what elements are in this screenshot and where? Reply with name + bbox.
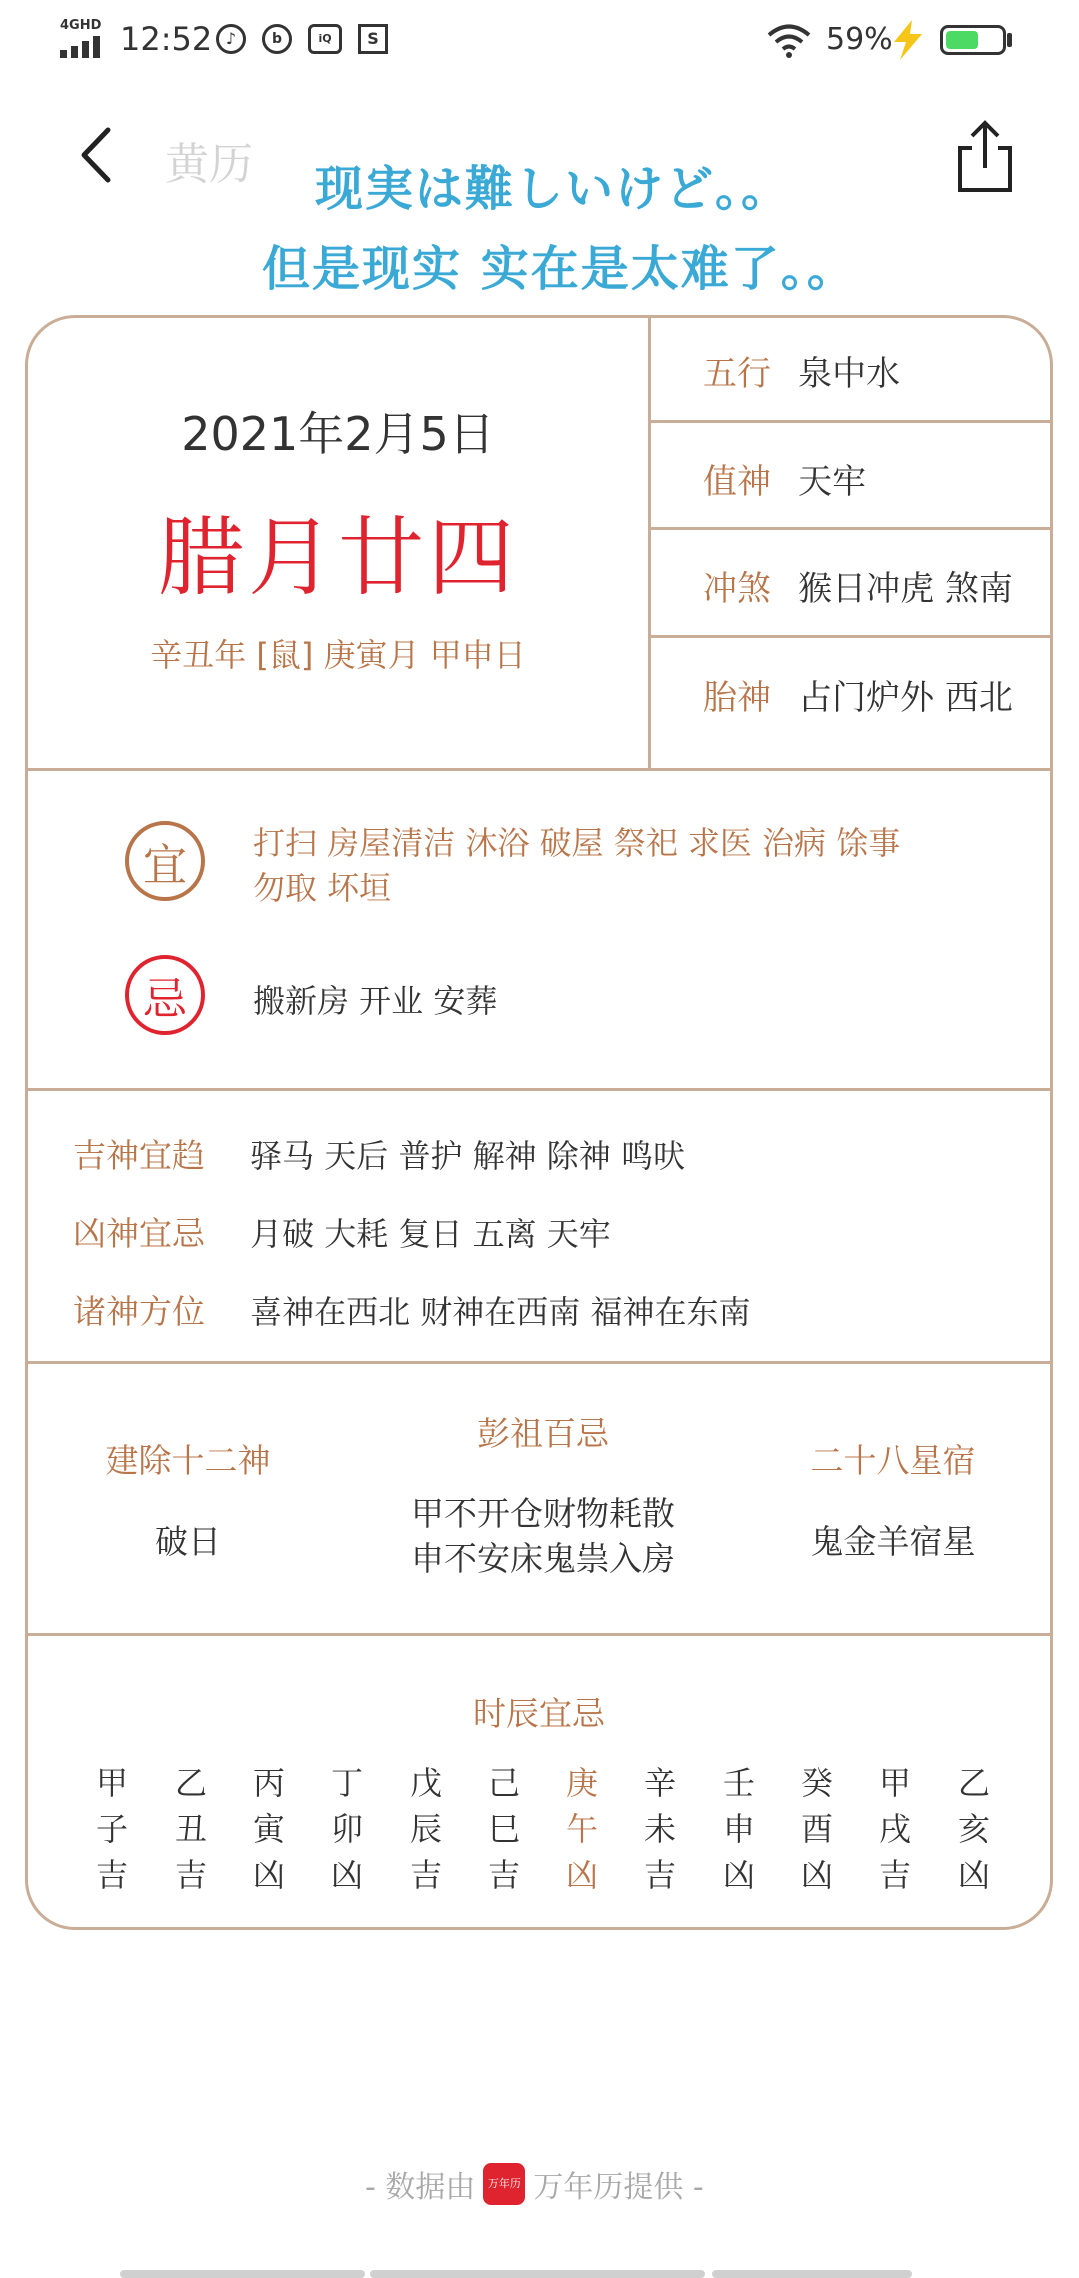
gods-key: 吉神宜趋 bbox=[73, 1136, 205, 1175]
ganzhi-date: 辛丑年 [鼠] 庚寅月 甲申日 bbox=[150, 636, 526, 674]
divider bbox=[648, 527, 1053, 530]
pengzu-title: 彭祖百忌 bbox=[477, 1414, 609, 1453]
yi-badge: 宜 bbox=[125, 821, 205, 901]
hour-item bbox=[797, 1760, 837, 1898]
hour-zhi: 辰 bbox=[409, 1810, 442, 1848]
hour-item bbox=[92, 1760, 132, 1898]
gods-value: 喜神在西北 财神在西南 福神在东南 bbox=[250, 1293, 751, 1331]
hour-gan: 乙 bbox=[174, 1764, 207, 1802]
chevron-left-icon bbox=[70, 120, 130, 190]
hour-luck: 凶 bbox=[722, 1856, 755, 1894]
lunar-date: 腊月廿四 bbox=[158, 508, 518, 608]
hour-gan: 丙 bbox=[252, 1764, 285, 1802]
hours-title: 时辰宜忌 bbox=[473, 1694, 605, 1733]
hour-item bbox=[484, 1760, 524, 1898]
info-row-taishen bbox=[703, 670, 1013, 719]
share-icon bbox=[950, 118, 1020, 198]
wifi-icon bbox=[766, 24, 812, 58]
pengzu-line-2: 申不安床鬼祟入房 bbox=[411, 1539, 675, 1578]
gods-key: 凶神宜忌 bbox=[73, 1214, 205, 1253]
nav-bar-segment bbox=[712, 2270, 912, 2278]
iqiyi-icon: iQ bbox=[308, 24, 342, 54]
almanac-card bbox=[25, 315, 1053, 1930]
hour-gan: 丁 bbox=[330, 1764, 363, 1802]
info-key: 冲煞 bbox=[703, 569, 771, 609]
hour-luck: 凶 bbox=[330, 1856, 363, 1894]
info-value: 泉中水 bbox=[798, 354, 901, 394]
hour-gan: 庚 bbox=[565, 1764, 598, 1802]
hour-zhi: 申 bbox=[722, 1810, 755, 1848]
calendar-app-logo-icon: 万年历 bbox=[483, 2163, 525, 2205]
footer-prefix: - 数据由 bbox=[365, 2170, 476, 2205]
ji-text: 搬新房 开业 安葬 bbox=[253, 982, 498, 1020]
data-source-footer bbox=[365, 2162, 704, 2206]
xingxiu-title: 二十八星宿 bbox=[810, 1441, 976, 1480]
gods-value: 驿马 天后 普护 解神 除神 鸣吠 bbox=[250, 1137, 685, 1175]
hour-gan: 壬 bbox=[722, 1764, 755, 1802]
hour-luck: 吉 bbox=[643, 1856, 676, 1894]
netease-music-icon: ♪ bbox=[216, 24, 246, 54]
footer-suffix: 万年历提供 - bbox=[533, 2170, 704, 2205]
hour-luck: 吉 bbox=[878, 1856, 911, 1894]
info-value: 占门炉外 西北 bbox=[798, 678, 1013, 718]
nav-bar-segment bbox=[370, 2270, 705, 2278]
hour-item bbox=[406, 1760, 446, 1898]
nav-bar-segment bbox=[120, 2270, 365, 2278]
clock: 12:52 bbox=[120, 20, 213, 58]
info-value: 猴日冲虎 煞南 bbox=[798, 569, 1013, 609]
divider bbox=[648, 318, 651, 768]
jianchu-title: 建除十二神 bbox=[105, 1441, 271, 1480]
hours-grid bbox=[73, 1760, 1013, 1910]
hour-item bbox=[640, 1760, 680, 1898]
hour-zhi: 酉 bbox=[800, 1810, 833, 1848]
page-title: 黄历 bbox=[165, 139, 253, 190]
hour-luck: 凶 bbox=[252, 1856, 285, 1894]
hour-luck: 凶 bbox=[800, 1856, 833, 1894]
gods-value: 月破 大耗 复日 五离 天牢 bbox=[250, 1215, 611, 1253]
hour-gan: 辛 bbox=[643, 1764, 676, 1802]
divider bbox=[648, 635, 1053, 638]
battery-percent: 59% bbox=[826, 22, 893, 57]
divider bbox=[648, 420, 1053, 423]
gods-row-directions bbox=[73, 1286, 750, 1333]
info-key: 胎神 bbox=[703, 678, 771, 718]
hour-zhi: 戌 bbox=[878, 1810, 911, 1848]
gods-row-inauspicious bbox=[73, 1208, 611, 1255]
network-type-label: 4GHD bbox=[60, 18, 102, 33]
hour-gan: 甲 bbox=[95, 1764, 128, 1802]
hour-luck: 吉 bbox=[174, 1856, 207, 1894]
info-row-zhishen bbox=[703, 454, 866, 503]
info-key: 值神 bbox=[703, 462, 771, 502]
hour-item bbox=[562, 1760, 602, 1898]
hour-item bbox=[719, 1760, 759, 1898]
divider bbox=[28, 1088, 1050, 1091]
back-button[interactable] bbox=[70, 120, 130, 190]
hour-zhi: 亥 bbox=[957, 1810, 990, 1848]
hour-zhi: 巳 bbox=[487, 1810, 520, 1848]
hour-zhi: 卯 bbox=[330, 1810, 363, 1848]
hour-gan: 甲 bbox=[878, 1764, 911, 1802]
hour-gan: 癸 bbox=[800, 1764, 833, 1802]
hour-zhi: 午 bbox=[565, 1810, 598, 1848]
hour-luck: 凶 bbox=[565, 1856, 598, 1894]
hour-zhi: 未 bbox=[643, 1810, 676, 1848]
banner-line-1: 现実は難しいけど。。 bbox=[315, 161, 792, 217]
info-key: 五行 bbox=[703, 354, 771, 394]
hour-luck: 吉 bbox=[95, 1856, 128, 1894]
pengzu-line-1: 甲不开仓财物耗散 bbox=[411, 1494, 675, 1533]
hour-item bbox=[171, 1760, 211, 1898]
info-row-wuxing bbox=[703, 346, 900, 395]
jianchu-value: 破日 bbox=[155, 1522, 221, 1561]
yi-text-line-1: 打扫 房屋清洁 沐浴 破屋 祭祀 求医 治病 馀事 bbox=[253, 824, 901, 862]
hour-luck: 吉 bbox=[409, 1856, 442, 1894]
hour-zhi: 子 bbox=[95, 1810, 128, 1848]
battery-icon bbox=[940, 25, 1006, 55]
battery-level-fill bbox=[946, 31, 978, 49]
hour-gan: 戊 bbox=[409, 1764, 442, 1802]
hour-luck: 凶 bbox=[957, 1856, 990, 1894]
banner-line-2: 但是现实 实在是太难了。。 bbox=[262, 241, 857, 297]
status-bar bbox=[0, 0, 1079, 80]
xingxiu-value: 鬼金羊宿星 bbox=[810, 1522, 976, 1561]
hour-gan: 乙 bbox=[957, 1764, 990, 1802]
divider bbox=[28, 768, 1050, 771]
solar-date: 2021年2月5日 bbox=[181, 407, 495, 461]
hour-gan: 己 bbox=[487, 1764, 520, 1802]
hour-zhi: 丑 bbox=[174, 1810, 207, 1848]
shot-app-icon: S bbox=[358, 24, 388, 54]
hour-zhi: 寅 bbox=[252, 1810, 285, 1848]
hour-item bbox=[875, 1760, 915, 1898]
hour-item bbox=[249, 1760, 289, 1898]
battery-tip bbox=[1007, 33, 1012, 47]
gods-key: 诸神方位 bbox=[73, 1292, 205, 1331]
info-value: 天牢 bbox=[798, 462, 867, 502]
hour-item bbox=[327, 1760, 367, 1898]
hour-item bbox=[954, 1760, 994, 1898]
gods-row-auspicious bbox=[73, 1130, 685, 1177]
divider bbox=[28, 1633, 1050, 1636]
bilibili-icon: b bbox=[262, 24, 292, 54]
yi-text-line-2: 勿取 坏垣 bbox=[253, 869, 392, 907]
ji-badge: 忌 bbox=[125, 955, 205, 1035]
share-button[interactable] bbox=[950, 118, 1020, 198]
charging-icon bbox=[890, 20, 926, 60]
info-row-chongsha bbox=[703, 561, 1013, 610]
hour-luck: 吉 bbox=[487, 1856, 520, 1894]
divider bbox=[28, 1361, 1050, 1364]
